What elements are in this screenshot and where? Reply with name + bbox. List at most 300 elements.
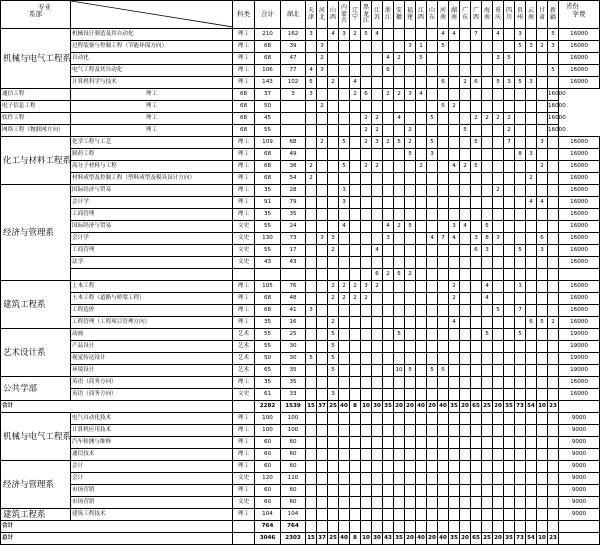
- province-quota-cell: [482, 521, 493, 533]
- province-quota-cell: [471, 473, 482, 485]
- province-quota-cell: [537, 101, 548, 113]
- province-quota-cell: [548, 197, 559, 209]
- province-quota-cell: [306, 413, 317, 425]
- category-cell: 理工: [233, 461, 255, 473]
- province-quota-cell: [427, 209, 438, 221]
- province-quota-cell: [328, 185, 339, 197]
- province-quota-cell: [416, 245, 427, 257]
- province-quota-cell: [460, 65, 471, 77]
- province-quota-cell: [482, 317, 493, 329]
- category-cell: 理工: [233, 209, 255, 221]
- province-quota-cell: 2: [372, 161, 383, 173]
- province-quota-cell: [537, 29, 548, 41]
- province-quota-cell: [526, 305, 537, 317]
- province-quota-cell: [383, 341, 394, 353]
- province-quota-cell: 3: [328, 389, 339, 401]
- province-quota-cell: [328, 197, 339, 209]
- province-quota-cell: [339, 269, 350, 281]
- province-quota-cell: [383, 353, 394, 365]
- province-quota-cell: [361, 197, 372, 209]
- province-quota-cell: [449, 425, 460, 437]
- province-quota-cell: [350, 353, 361, 365]
- table-row: [1, 101, 600, 113]
- province-quota-cell: [471, 413, 482, 425]
- total-cell: 130: [255, 233, 281, 245]
- province-quota-cell: [438, 353, 449, 365]
- province-quota-cell: [427, 197, 438, 209]
- province-quota-cell: [460, 353, 471, 365]
- province-quota-cell: [383, 77, 394, 89]
- province-quota-cell: [449, 173, 460, 185]
- province-quota-cell: 3: [526, 77, 537, 89]
- fee-cell: 16000: [548, 125, 559, 137]
- province-quota-cell: [460, 113, 471, 125]
- province-quota-cell: [405, 329, 416, 341]
- total-cell: 68: [233, 101, 255, 113]
- province-quota-cell: [394, 425, 405, 437]
- province-quota-cell: [339, 65, 350, 77]
- category-cell: 艺术: [233, 341, 255, 353]
- province-quota-cell: 2: [460, 161, 471, 173]
- province-quota-cell: [526, 341, 537, 353]
- province-quota-cell: 79: [281, 197, 306, 209]
- province-quota-cell: [405, 209, 416, 221]
- province-quota-cell: [482, 473, 493, 485]
- category-cell: 理工: [233, 137, 255, 149]
- province-quota-cell: [427, 257, 438, 269]
- province-quota-cell: [526, 89, 537, 101]
- table-row: [1, 65, 600, 77]
- province-quota-cell: [372, 353, 383, 365]
- province-quota-cell: [317, 197, 328, 209]
- province-quota-cell: [416, 149, 427, 161]
- province-quota-cell: 35: [394, 533, 405, 545]
- category-cell: 理工: [233, 485, 255, 497]
- province-quota-cell: [449, 305, 460, 317]
- total-cell: 100: [255, 413, 281, 425]
- category-cell: 理工: [233, 29, 255, 41]
- province-quota-cell: [504, 449, 515, 461]
- total-cell: 55: [255, 329, 281, 341]
- province-header: 新疆: [548, 1, 559, 29]
- province-quota-cell: [394, 257, 405, 269]
- dept-cell: 机械与电气工程系: [1, 29, 71, 89]
- province-quota-cell: [515, 389, 526, 401]
- province-quota-cell: 30: [281, 341, 306, 353]
- province-quota-cell: [405, 341, 416, 353]
- province-quota-cell: [482, 65, 493, 77]
- province-quota-cell: [394, 449, 405, 461]
- province-quota-cell: [427, 245, 438, 257]
- province-quota-cell: [361, 425, 372, 437]
- province-quota-cell: [427, 77, 438, 89]
- province-quota-cell: [548, 293, 559, 305]
- province-quota-cell: 40: [339, 401, 350, 413]
- province-quota-cell: 43: [383, 533, 394, 545]
- province-quota-cell: [317, 365, 328, 377]
- province-quota-cell: 5: [537, 317, 548, 329]
- province-quota-cell: [460, 473, 471, 485]
- province-quota-cell: [350, 329, 361, 341]
- province-quota-cell: 20: [493, 533, 504, 545]
- province-quota-cell: [405, 233, 416, 245]
- table-body: [1, 29, 600, 545]
- category-cell: 理工: [233, 41, 255, 53]
- province-quota-cell: [537, 149, 548, 161]
- province-quota-cell: 2: [350, 29, 361, 41]
- province-quota-cell: [306, 317, 317, 329]
- province-quota-cell: [438, 461, 449, 473]
- fee-cell: 16000: [559, 53, 600, 65]
- province-quota-cell: [405, 65, 416, 77]
- province-quota-cell: [537, 185, 548, 197]
- province-quota-cell: [482, 365, 493, 377]
- province-quota-cell: [504, 341, 515, 353]
- category-cell: 文史: [233, 257, 255, 269]
- province-quota-cell: 4: [339, 221, 350, 233]
- province-quota-cell: [405, 317, 416, 329]
- province-quota-cell: [438, 449, 449, 461]
- province-quota-cell: [493, 473, 504, 485]
- province-quota-cell: [281, 125, 306, 137]
- province-quota-cell: [471, 353, 482, 365]
- province-quota-cell: [394, 473, 405, 485]
- province-quota-cell: 55: [255, 125, 281, 137]
- province-quota-cell: [526, 233, 537, 245]
- province-quota-cell: [317, 353, 328, 365]
- province-quota-cell: 65: [471, 401, 482, 413]
- province-quota-cell: [548, 257, 559, 269]
- province-quota-cell: [361, 305, 372, 317]
- province-quota-cell: [361, 485, 372, 497]
- province-header: 山西: [328, 1, 339, 29]
- province-quota-cell: [537, 449, 548, 461]
- province-quota-cell: [394, 317, 405, 329]
- province-quota-cell: [471, 365, 482, 377]
- province-quota-cell: 104: [281, 509, 306, 521]
- total-cell: 104: [255, 509, 281, 521]
- province-quota-cell: 120: [281, 473, 306, 485]
- province-quota-cell: [361, 509, 372, 521]
- table-row: [1, 329, 600, 341]
- province-quota-cell: [471, 425, 482, 437]
- province-quota-cell: [350, 521, 361, 533]
- province-quota-cell: 4: [383, 53, 394, 65]
- province-quota-cell: [438, 329, 449, 341]
- province-quota-cell: [350, 101, 361, 113]
- province-quota-cell: 102: [281, 77, 306, 89]
- province-quota-cell: [460, 149, 471, 161]
- province-quota-cell: [427, 377, 438, 389]
- province-quota-cell: [372, 521, 383, 533]
- province-quota-cell: [471, 185, 482, 197]
- province-quota-cell: [438, 341, 449, 353]
- fee-cell: 16000: [559, 317, 600, 329]
- province-quota-cell: [339, 521, 350, 533]
- province-quota-cell: 60: [281, 449, 306, 461]
- province-quota-cell: [405, 413, 416, 425]
- province-quota-cell: [526, 521, 537, 533]
- province-quota-cell: [416, 521, 427, 533]
- province-quota-cell: [317, 281, 328, 293]
- province-quota-cell: [405, 77, 416, 89]
- province-quota-cell: 73: [281, 233, 306, 245]
- province-quota-cell: 2: [361, 113, 372, 125]
- province-quota-cell: [317, 221, 328, 233]
- province-quota-cell: [460, 257, 471, 269]
- province-quota-cell: [350, 341, 361, 353]
- major-cell: 通信工程: [1, 89, 71, 101]
- province-quota-cell: [548, 425, 559, 437]
- category-cell: 理工: [233, 173, 255, 185]
- table-row: [1, 425, 600, 437]
- province-quota-cell: [537, 413, 548, 425]
- province-quota-cell: [526, 461, 537, 473]
- province-quota-cell: 4: [460, 221, 471, 233]
- province-quota-cell: [383, 377, 394, 389]
- province-quota-cell: [493, 449, 504, 461]
- province-quota-cell: [416, 137, 427, 149]
- province-quota-cell: 37: [317, 533, 328, 545]
- province-quota-cell: [493, 101, 504, 113]
- province-quota-cell: [471, 485, 482, 497]
- province-quota-cell: [482, 89, 493, 101]
- fee-cell: 9000: [559, 497, 600, 509]
- province-quota-cell: 35: [281, 365, 306, 377]
- province-quota-cell: 47: [281, 53, 306, 65]
- table-row: [1, 437, 600, 449]
- fee-cell: 16000: [559, 281, 600, 293]
- fee-cell: 16000: [548, 89, 559, 101]
- province-quota-cell: [460, 377, 471, 389]
- province-quota-cell: 35: [281, 209, 306, 221]
- province-quota-cell: [482, 53, 493, 65]
- province-quota-cell: [306, 329, 317, 341]
- province-quota-cell: [372, 221, 383, 233]
- province-quota-cell: 5: [306, 77, 317, 89]
- province-quota-cell: [405, 425, 416, 437]
- province-quota-cell: [328, 425, 339, 437]
- province-quota-cell: 35: [383, 401, 394, 413]
- province-quota-cell: 54: [526, 401, 537, 413]
- province-quota-cell: [504, 461, 515, 473]
- province-header: 甘肃: [537, 1, 548, 29]
- fee-cell: 16000: [559, 185, 600, 197]
- province-quota-cell: [526, 377, 537, 389]
- province-quota-cell: [548, 281, 559, 293]
- province-quota-cell: 4: [537, 197, 548, 209]
- table-row: [1, 257, 600, 269]
- province-quota-cell: [504, 353, 515, 365]
- province-quota-cell: [328, 65, 339, 77]
- province-quota-cell: [438, 209, 449, 221]
- major-cell: 会计: [71, 473, 233, 485]
- category-cell: 理工: [233, 425, 255, 437]
- category-cell: 理工: [233, 509, 255, 521]
- province-quota-cell: 5: [482, 329, 493, 341]
- province-quota-cell: [372, 377, 383, 389]
- province-quota-cell: [405, 485, 416, 497]
- province-quota-cell: [493, 161, 504, 173]
- province-quota-cell: 5: [471, 161, 482, 173]
- province-quota-cell: [504, 521, 515, 533]
- province-quota-cell: 4: [482, 281, 493, 293]
- province-quota-cell: [372, 41, 383, 53]
- major-cell: 法学: [71, 257, 233, 269]
- province-quota-cell: [317, 437, 328, 449]
- province-quota-cell: [339, 437, 350, 449]
- province-quota-cell: [350, 389, 361, 401]
- province-quota-cell: [306, 209, 317, 221]
- province-quota-cell: 60: [281, 485, 306, 497]
- province-quota-cell: [548, 233, 559, 245]
- province-quota-cell: [350, 413, 361, 425]
- province-quota-cell: [482, 41, 493, 53]
- total-row: [1, 521, 600, 533]
- total-cell: 91: [255, 197, 281, 209]
- province-quota-cell: 20: [405, 401, 416, 413]
- province-quota-cell: [372, 389, 383, 401]
- province-quota-cell: 4: [493, 29, 504, 41]
- province-quota-cell: [427, 521, 438, 533]
- province-quota-cell: [427, 29, 438, 41]
- province-quota-cell: 2: [361, 125, 372, 137]
- total-cell: 35: [255, 317, 281, 329]
- province-quota-cell: [405, 185, 416, 197]
- province-quota-cell: [526, 257, 537, 269]
- province-quota-cell: [493, 497, 504, 509]
- province-quota-cell: [548, 377, 559, 389]
- province-quota-cell: [350, 113, 361, 125]
- province-quota-cell: [515, 521, 526, 533]
- province-quota-cell: 45: [255, 113, 281, 125]
- province-quota-cell: [471, 329, 482, 341]
- province-quota-cell: [361, 473, 372, 485]
- dept-cell: 机械与电气工程系: [1, 413, 71, 461]
- province-quota-cell: [438, 269, 449, 281]
- province-quota-cell: [350, 221, 361, 233]
- province-quota-cell: 2: [328, 293, 339, 305]
- province-quota-cell: 3: [537, 137, 548, 149]
- province-quota-cell: [317, 305, 328, 317]
- table-row: [1, 185, 600, 197]
- province-quota-cell: [306, 389, 317, 401]
- province-quota-cell: [548, 149, 559, 161]
- total-header: 合计: [255, 1, 281, 29]
- province-quota-cell: [339, 41, 350, 53]
- province-quota-cell: [383, 317, 394, 329]
- province-quota-cell: [537, 125, 548, 137]
- province-quota-cell: 50: [255, 101, 281, 113]
- major-cell: 化学工程与工艺: [71, 137, 233, 149]
- province-quota-cell: [405, 257, 416, 269]
- province-quota-cell: 5: [328, 365, 339, 377]
- province-quota-cell: 2: [372, 125, 383, 137]
- province-quota-cell: [493, 149, 504, 161]
- province-quota-cell: 20: [427, 401, 438, 413]
- category-cell: [233, 401, 255, 413]
- province-quota-cell: [449, 209, 460, 221]
- province-quota-cell: 2: [361, 161, 372, 173]
- province-quota-cell: [460, 389, 471, 401]
- province-quota-cell: [526, 209, 537, 221]
- province-quota-cell: [361, 269, 372, 281]
- province-quota-cell: [339, 497, 350, 509]
- province-quota-cell: [504, 197, 515, 209]
- province-quota-cell: [317, 161, 328, 173]
- province-quota-cell: [416, 485, 427, 497]
- province-quota-cell: [416, 473, 427, 485]
- province-quota-cell: [449, 377, 460, 389]
- province-quota-cell: 3: [548, 41, 559, 53]
- province-quota-cell: [515, 353, 526, 365]
- province-header: 海南: [482, 1, 493, 29]
- province-quota-cell: [416, 449, 427, 461]
- fee-cell: [559, 521, 600, 533]
- province-quota-cell: 35: [504, 401, 515, 413]
- total-cell: 60: [255, 497, 281, 509]
- province-quota-cell: 6: [438, 77, 449, 89]
- fee-cell: 16000: [559, 257, 600, 269]
- province-quota-cell: [515, 377, 526, 389]
- province-quota-cell: [493, 437, 504, 449]
- province-quota-cell: 4: [449, 317, 460, 329]
- province-quota-cell: [328, 137, 339, 149]
- province-quota-cell: [471, 65, 482, 77]
- province-quota-cell: [449, 473, 460, 485]
- table-row: [1, 341, 600, 353]
- fee-cell: 9000: [559, 473, 600, 485]
- major-cell: 会计学: [71, 233, 233, 245]
- province-quota-cell: [350, 365, 361, 377]
- province-quota-cell: [372, 149, 383, 161]
- total-cell: 35: [255, 209, 281, 221]
- major-cell: 会计: [71, 461, 233, 473]
- province-quota-cell: [372, 197, 383, 209]
- province-quota-cell: [306, 149, 317, 161]
- province-quota-cell: [317, 29, 328, 41]
- province-quota-cell: [427, 53, 438, 65]
- province-quota-cell: [383, 113, 394, 125]
- province-quota-cell: [383, 281, 394, 293]
- province-quota-cell: [526, 101, 537, 113]
- province-quota-cell: [372, 329, 383, 341]
- province-quota-cell: 5: [427, 113, 438, 125]
- province-quota-cell: 2: [405, 125, 416, 137]
- province-quota-cell: [361, 341, 372, 353]
- province-quota-cell: [361, 65, 372, 77]
- province-quota-cell: 7: [515, 305, 526, 317]
- province-header: 安徽: [394, 1, 405, 29]
- major-cell: 国际经济与贸易: [71, 185, 233, 197]
- province-quota-cell: 38: [281, 161, 306, 173]
- province-quota-cell: [449, 269, 460, 281]
- fee-cell: 16000: [548, 113, 559, 125]
- province-quota-cell: [361, 329, 372, 341]
- province-quota-cell: [427, 281, 438, 293]
- province-quota-cell: 3: [515, 29, 526, 41]
- province-quota-cell: [317, 293, 328, 305]
- province-quota-cell: [427, 425, 438, 437]
- province-quota-cell: 3: [449, 221, 460, 233]
- province-quota-cell: [438, 197, 449, 209]
- province-quota-cell: [482, 341, 493, 353]
- fee-cell: 19000: [559, 329, 600, 341]
- province-quota-cell: 2: [306, 173, 317, 185]
- province-quota-cell: [405, 521, 416, 533]
- province-quota-cell: [372, 233, 383, 245]
- province-quota-cell: [306, 41, 317, 53]
